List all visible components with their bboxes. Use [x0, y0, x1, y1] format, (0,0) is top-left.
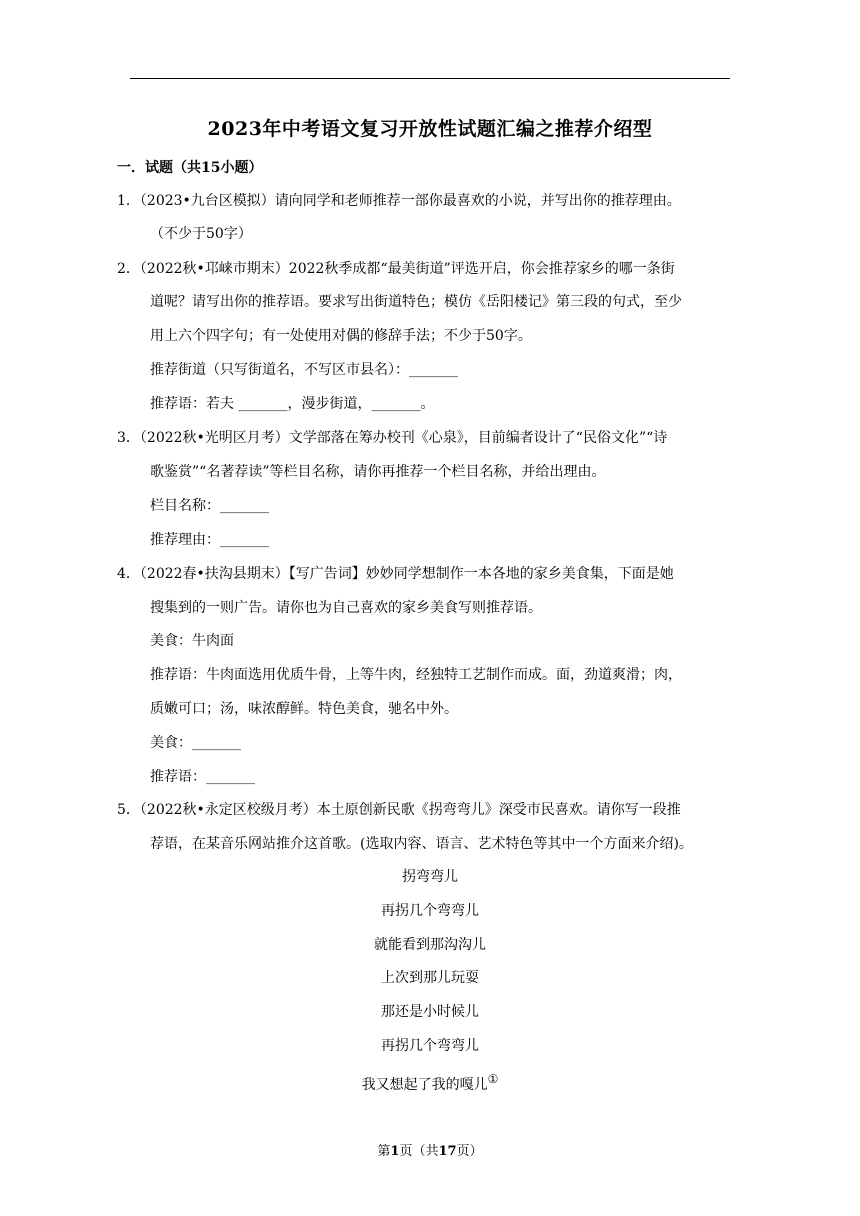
poem-line-7-text: 我又想起了我的嘎儿 — [361, 1077, 488, 1093]
question-4-example-line-2: 质嫩可口；汤，味浓醇鲜。特色美食，驰名中外。 — [150, 701, 458, 717]
question-2-line-2: 道呢？请写出你的推荐语。要求写出街道特色；模仿《岳阳楼记》第三段的句式，至少 — [150, 294, 682, 310]
question-3-answer-reason: 推荐理由：_______ — [150, 532, 269, 548]
footer-suffix: 页） — [456, 1144, 483, 1159]
poem-line-5: 那还是小时候儿 — [381, 1004, 479, 1020]
poem-line-2: 再拐几个弯弯儿 — [381, 903, 479, 919]
poem-line-7 — [0, 1071, 860, 1093]
question-3-line-1: 3．（2022秋•光明区月考）文学部落在筹办校刊《心泉》，目前编者设计了“民俗文化”“诗 — [117, 430, 668, 446]
question-4-example-line-1: 推荐语：牛肉面选用优质牛骨，上等牛肉，经独特工艺制作而成。面，劲道爽滑；肉， — [150, 667, 682, 683]
footer-prefix: 第 — [377, 1144, 391, 1159]
poem-line-6: 再拐几个弯弯儿 — [381, 1038, 479, 1054]
page-footer — [0, 1140, 860, 1159]
footer-total-pages: 17 — [438, 1144, 457, 1159]
poem-line-1: 拐弯弯儿 — [402, 869, 458, 885]
poem-line-3: 就能看到那沟沟儿 — [374, 937, 486, 953]
question-1-line-1: 1．（2023•九台区模拟）请向同学和老师推荐一部你最喜欢的小说，并写出你的推荐理由。 — [117, 193, 681, 209]
question-4-line-2: 搜集到的一则广告。请你也为自己喜欢的家乡美食写则推荐语。 — [150, 600, 542, 616]
question-2-line-1: 2．（2022秋•邛崃市期末）2022秋季成都“最美街道”评选开启，你会推荐家乡的哪一条街 — [117, 261, 675, 277]
question-4-example-food: 美食：牛肉面 — [150, 633, 234, 649]
footer-page-number: 1 — [390, 1144, 400, 1159]
header-rule — [130, 78, 730, 79]
question-3-answer-column-name: 栏目名称：_______ — [150, 498, 269, 514]
poem-line-4: 上次到那儿玩耍 — [381, 970, 479, 986]
question-4-answer-food: 美食：_______ — [150, 735, 241, 751]
footnote-mark: ① — [487, 1072, 499, 1086]
question-3-line-2: 歌鉴赏”“名著荐读”等栏目名称，请你再推荐一个栏目名称，并给出理由。 — [150, 464, 606, 480]
question-4-line-1: 4．（2022春•扶沟县期末）【写广告词】妙妙同学想制作一本各地的家乡美食集，下面是她 — [117, 566, 674, 582]
footer-mid: 页（共 — [399, 1144, 439, 1159]
question-4-answer-recommendation: 推荐语：_______ — [150, 769, 255, 785]
question-5-line-1: 5．（2022秋•永定区校级月考）本土原创新民歌《拐弯弯儿》深受市民喜欢。请你写一段推 — [117, 802, 681, 818]
question-5-line-2: 荐语，在某音乐网站推介这首歌。(选取内容、语言、艺术特色等其中一个方面来介绍)。 — [150, 836, 693, 852]
question-2-answer-recommendation: 推荐语：若夫 _______，漫步街道，_______。 — [150, 396, 435, 412]
document-title: 2023年中考语文复习开放性试题汇编之推荐介绍型 — [207, 118, 653, 140]
question-2-line-3: 用上六个四字句；有一处使用对偶的修辞手法；不少于50字。 — [150, 328, 532, 344]
section-heading: 一．试题（共15小题） — [117, 160, 263, 176]
question-1-line-2: （不少于50字） — [150, 226, 252, 242]
question-2-answer-street: 推荐街道（只写街道名，不写区市县名）：_______ — [150, 362, 458, 378]
